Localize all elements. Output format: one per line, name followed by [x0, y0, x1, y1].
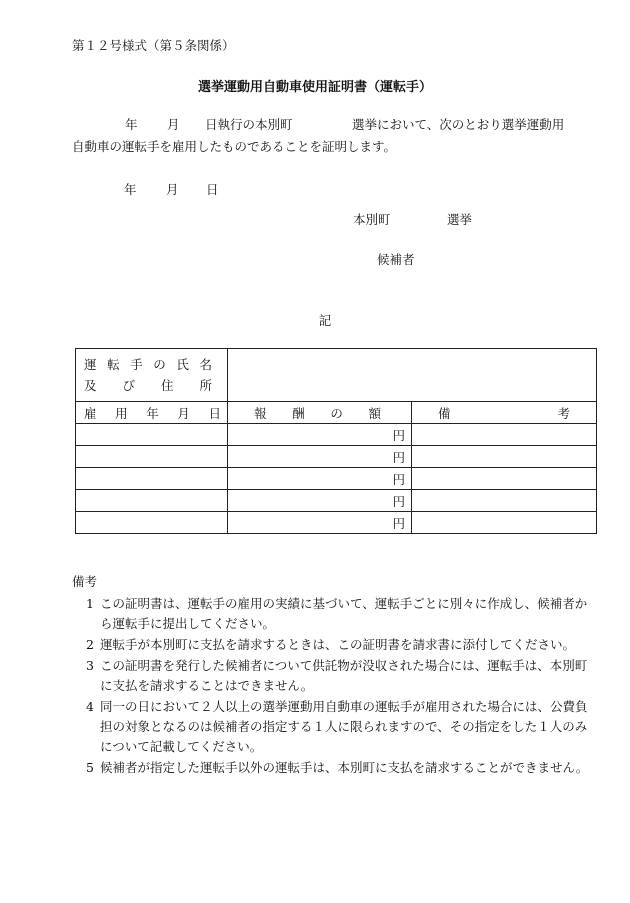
note-cell — [412, 512, 597, 534]
note-cell — [412, 424, 597, 446]
note-cell — [412, 446, 597, 468]
table-row — [76, 446, 597, 468]
header-pay — [228, 402, 412, 424]
document-title: 選挙運動用自動車使用証明書（運転手） — [197, 80, 432, 95]
header-date-char: 日 — [208, 405, 221, 421]
header-note — [412, 402, 597, 424]
header-pay-char: 報 — [254, 405, 267, 421]
header-date-char: 用 — [115, 405, 128, 421]
address-label — [84, 375, 212, 396]
header-note-char: 備 — [438, 405, 451, 421]
notes-section — [72, 572, 592, 779]
name-label-char: の — [153, 357, 166, 372]
note-number: 4 — [86, 699, 94, 714]
date-cell — [76, 512, 228, 534]
name-address-value — [228, 349, 597, 402]
name-label — [84, 354, 212, 375]
note-text: 候補者が指定した運転手以外の運転手は、本別町に支払を請求することができません。 — [100, 760, 589, 775]
date-cell — [76, 490, 228, 512]
intro-line2: 自動車の運転手を雇用したものであることを証明します。 — [72, 139, 397, 154]
header-date-char: 月 — [177, 405, 190, 421]
address-label-char: び — [122, 378, 135, 393]
note-text: この証明書は、運転手の雇用の実績に基づいて、運転手ごとに別々に作成し、候補者から運転手に提出してください。 — [100, 596, 588, 631]
date-cell — [76, 468, 228, 490]
date-day: 日 — [206, 182, 219, 197]
note-text: この証明書を発行した候補者について供託物が没収された場合には、運転手は、本別町に支払を請求することはできません。 — [100, 658, 588, 693]
name-label-char: 氏 — [176, 357, 189, 372]
header-pay-char: 額 — [368, 405, 381, 421]
name-address-row — [76, 349, 597, 402]
table-row — [76, 424, 597, 446]
table-row — [76, 512, 597, 534]
date-cell — [76, 424, 228, 446]
address-label-char: 及 — [84, 378, 97, 393]
date-cell — [76, 446, 228, 468]
note-text: 同一の日において２人以上の選挙運動用自動車の運転手が雇用された場合には、公費負担の対象となるのは候補者の指定する１人に限られますので、その指定をした１人のみについて記載してください。 — [100, 699, 588, 754]
date-year: 年 — [124, 182, 137, 197]
name-address-label — [76, 349, 228, 402]
header-pay-char: の — [330, 405, 343, 421]
note-item — [72, 635, 592, 655]
header-date — [76, 402, 228, 424]
note-item — [72, 697, 592, 757]
table-row — [76, 468, 597, 490]
header-date-char: 年 — [146, 405, 159, 421]
notes-label: 備考 — [72, 574, 98, 589]
candidate-label: 候補者 — [377, 252, 415, 267]
intro-year: 年 — [125, 117, 138, 132]
note-item — [72, 758, 592, 778]
name-label-char: 転 — [107, 357, 120, 372]
header-pay-char: 酬 — [292, 405, 305, 421]
town-name: 本別町 — [353, 212, 391, 227]
date-month: 月 — [166, 182, 179, 197]
note-cell — [412, 490, 597, 512]
address-label-char: 所 — [199, 378, 212, 393]
town-election-label: 選挙 — [447, 212, 473, 227]
note-number: 1 — [86, 596, 94, 611]
name-label-char: 名 — [199, 357, 212, 372]
ki-label: 記 — [318, 313, 332, 328]
table-header-row — [76, 402, 597, 424]
employment-table — [75, 348, 597, 534]
notes-list — [72, 594, 592, 778]
header-date-char: 雇 — [84, 405, 97, 421]
intro-election: 選挙において、次のとおり選挙運動用 — [352, 117, 565, 132]
note-number: 5 — [86, 760, 94, 775]
form-number: 第１２号様式（第５条関係） — [72, 38, 235, 53]
town-election — [353, 210, 473, 228]
name-label-char: 運 — [84, 357, 97, 372]
note-cell — [412, 468, 597, 490]
address-label-char: 住 — [160, 378, 174, 393]
table-row — [76, 490, 597, 512]
header-note-char: 考 — [557, 405, 570, 421]
name-label-char: 手 — [130, 357, 143, 372]
note-item — [72, 594, 592, 634]
note-item — [72, 656, 592, 696]
pay-cell: 円 — [228, 424, 412, 446]
note-text: 運転手が本別町に支払を請求するときは、この証明書を請求書に添付してください。 — [100, 637, 576, 652]
pay-cell: 円 — [228, 446, 412, 468]
pay-cell: 円 — [228, 468, 412, 490]
pay-cell: 円 — [228, 512, 412, 534]
note-number: 2 — [86, 637, 94, 652]
pay-cell: 円 — [228, 490, 412, 512]
intro-day-exec: 日執行の本別町 — [205, 117, 293, 132]
intro-month: 月 — [167, 117, 180, 132]
note-number: 3 — [86, 658, 94, 673]
